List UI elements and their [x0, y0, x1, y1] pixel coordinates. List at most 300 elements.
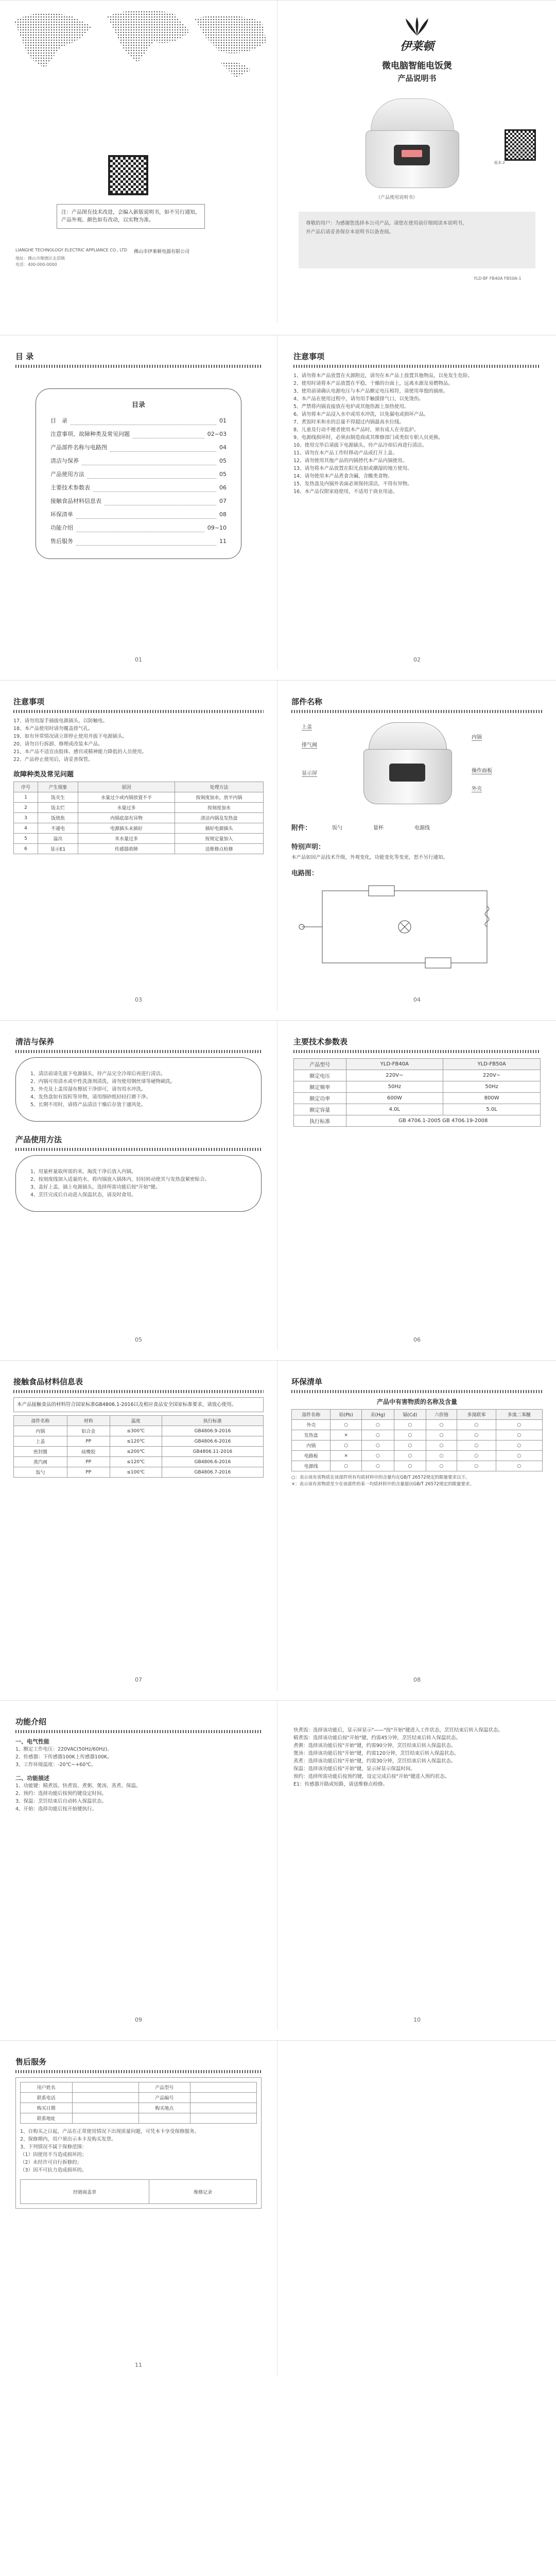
service-term: 3、下列情况不属于保修范围：	[20, 2144, 87, 2150]
food-divider	[13, 1390, 264, 1393]
fault-col-header: 处理方法	[175, 782, 263, 792]
spread-clean	[0, 1020, 556, 1350]
toc-item-page: 09~10	[207, 524, 227, 531]
env-cell: ○	[426, 1461, 457, 1471]
env-cell: ○	[496, 1430, 542, 1440]
spec-col-header: 产品型号	[294, 1059, 346, 1070]
env-col-header: 六价铬	[426, 1410, 457, 1420]
fault-cell: 4	[14, 823, 38, 834]
toc-item-page: 08	[219, 511, 227, 518]
accessories-heading: 附件：	[291, 824, 312, 832]
food-cell: ≤120℃	[110, 1457, 162, 1467]
toc-item-page: 05	[219, 457, 227, 464]
env-part: 发热盘	[292, 1430, 331, 1440]
brand-logo	[402, 16, 432, 37]
toc-item	[50, 454, 227, 468]
clean-frame	[15, 1057, 262, 1122]
clean-heading: 清洁与保养	[15, 1037, 55, 1046]
notice-line: 4、本产品在使用过程中，请勿用手触摸排气口，以免烫伤。	[293, 396, 424, 402]
notice-line: 13、请勿将本产品放置在阳光直射或潮湿的地方使用。	[293, 466, 412, 471]
toc-item-page: 04	[219, 444, 227, 451]
env-divider	[291, 1390, 543, 1393]
food-intro: 本产品接触食品的材料符合国家标准GB4806.1-2016以及相应食品安全国家标准要求，请放心使用。	[13, 1397, 264, 1412]
cover-back	[0, 1, 277, 323]
spec-col-header: YLD-FB40A	[346, 1059, 443, 1070]
toc-item-label: 功能介绍	[50, 524, 73, 531]
func2-line: 煮粥：选择该功能后按"开始"键，约需90分钟，烹饪结束后转入保温状态。	[293, 1743, 456, 1749]
func2-line: E1：传感器开路或短路，请送维修点检修。	[293, 1782, 388, 1787]
service-term: （2）未经许可自行拆修的；	[20, 2160, 82, 2165]
spec-key: 额定频率	[294, 1081, 346, 1093]
service-term: 1、自购买之日起，产品在正常使用情况下出现质量问题，可凭本卡享受保修服务。	[20, 2129, 200, 2134]
toc-item-label: 主要技术参数表	[50, 484, 90, 491]
notice-line: 8、儿童及行动不便者使用本产品时，须有成人在旁监护。	[293, 427, 419, 433]
notice-line: 3、使用前请确认电源电压与本产品额定电压相符，请使用单独的插座。	[293, 388, 448, 394]
env-col-header: 多溴联苯	[457, 1410, 496, 1420]
service-field-label	[138, 2113, 190, 2124]
food-cell: ≤100℃	[110, 1467, 162, 1478]
toc-item-leader	[82, 457, 216, 465]
notice-line: 1、请勿将本产品放置在火源附近，请勿在本产品上放置其他物品，以免发生危险。	[293, 373, 473, 379]
env-table-title: 产品中有害物质的名称及含量	[376, 1398, 457, 1405]
func-line: 2、传感器：下传感器100K上传感器100K。	[15, 1754, 112, 1760]
toc-title: 目录	[131, 401, 145, 409]
notice-line: 16、本产品仅限家庭使用，不适用于商业用途。	[293, 489, 398, 495]
part-label: 内锅	[472, 733, 482, 741]
toc-item	[50, 468, 227, 481]
toc-item	[50, 495, 227, 508]
cover-back-text-2: 并产品后请妥善保存本说明书以备查阅。	[306, 229, 394, 235]
food-table	[13, 1415, 264, 1478]
env-page	[278, 1361, 556, 1690]
service-field-value	[190, 2113, 257, 2124]
notice-line: 12、请勿使用其他产品的内锅替代本产品内锅使用。	[293, 458, 408, 464]
notice-line: 10、使用完毕后请拔下电源插头，待产品冷却后再进行清洁。	[293, 443, 427, 448]
toc-item-leader	[93, 484, 216, 492]
toc-item	[50, 481, 227, 495]
spread-food	[0, 1360, 556, 1690]
cover-title: 微电脑智能电饭煲	[382, 61, 452, 71]
food-row	[14, 1457, 264, 1467]
notice-line: 14、请勿使用本产品煮食含碱、含酸类食物。	[293, 473, 393, 479]
notice2-line: 22、产品停止使用后，请妥善保管。	[13, 757, 93, 762]
cover-model-code: YLD-BF FB40A FB50A-1	[474, 276, 522, 281]
env-cell: ○	[457, 1461, 496, 1471]
env-cell: ○	[426, 1440, 457, 1451]
food-cell: GB4806.7-2016	[162, 1467, 263, 1478]
food-row	[14, 1426, 264, 1436]
spread-parts	[0, 680, 556, 1010]
cover-code: 版本:2	[494, 161, 505, 165]
spec-key: 额定电压	[294, 1070, 346, 1081]
service-field-value	[72, 2103, 138, 2113]
page-number: 05	[135, 1336, 142, 1343]
fault-table	[13, 782, 264, 854]
toc-item-page: 05	[219, 471, 227, 478]
fault-cell: 显示E1	[38, 844, 78, 854]
accessories-row	[291, 822, 543, 832]
cover-subtitle: 产品说明书	[397, 74, 437, 83]
func-line: 3、工作环境温度：-20℃~+60℃。	[15, 1762, 96, 1768]
func2-line: 蒸煮：选择该功能后按"开始"键，约需30分钟，烹饪结束后转入保温状态。	[293, 1758, 456, 1764]
toc-item-label: 注意事项、故障种类及常见问题	[50, 431, 130, 437]
spec-row	[294, 1104, 541, 1115]
parts-heading: 部件名称	[291, 697, 323, 706]
env-note-2: ×：表示该有害物质至少在该部件的某一均质材料中的含量超出GB/T 26572规定的限量要求。	[291, 1482, 474, 1487]
cover-address	[15, 256, 65, 268]
env-col-header: 铅(Pb)	[331, 1410, 362, 1420]
env-cell: ○	[457, 1430, 496, 1440]
toc-item-page: 07	[219, 498, 227, 504]
spec-row	[294, 1115, 541, 1127]
env-cell: ○	[496, 1440, 542, 1451]
fault-cell: 内锅底部有异物	[78, 813, 175, 823]
notice2-heading: 注意事项	[13, 697, 45, 706]
service-field-value	[190, 2093, 257, 2103]
env-part: 电源线	[292, 1461, 331, 1471]
func-line: 1、功能键：精煮饭、快煮饭、煮粥、煲汤、蒸煮、保温。	[15, 1783, 141, 1789]
fault-row	[14, 792, 264, 803]
func2-page	[278, 1701, 556, 2030]
food-col-header: 温度	[110, 1416, 162, 1426]
notice-divider	[293, 365, 541, 368]
parts-divider	[291, 710, 543, 713]
fault-col-header: 序号	[14, 782, 38, 792]
notice-line: 7、煮饭时米和水的总量不得超过内锅最高水位线。	[293, 419, 405, 425]
service-field-label: 产品型号	[138, 2082, 190, 2093]
fault-row	[14, 803, 264, 813]
page-number: 10	[413, 2016, 421, 2023]
notice2-divider	[13, 710, 264, 713]
cover-company-en: LIANGHE TECHNOLOGY ELECTRIC APPLIANCE CO., LTD	[15, 248, 127, 252]
toc-item-label: 产品部件名称与电路图	[50, 444, 107, 451]
env-cell: ○	[496, 1461, 542, 1471]
food-cell: 上盖	[14, 1436, 67, 1447]
fault-cell: 按规定量加入	[175, 834, 263, 844]
fault-cell: 水量过多	[78, 803, 175, 813]
func2-line: 快煮饭：选择该功能后，显示屏显示"——"按"开始"键进入工作状态，烹饪结束后转入保温状态。	[293, 1727, 503, 1733]
dealer-stamp-cell: 经销商盖章	[21, 2180, 149, 2204]
toc-item-page: 02~03	[207, 431, 227, 437]
food-row	[14, 1467, 264, 1478]
fault-cell: 米水量过多	[78, 834, 175, 844]
spec-value: 600W	[346, 1093, 443, 1104]
toc-item	[50, 535, 227, 548]
special-text: 本产品如因产品技术升级，外观变化，功能变化等变更，恕不另行通知。	[291, 855, 448, 860]
env-cell: ○	[496, 1451, 542, 1461]
food-cell: GB4806.9-2016	[162, 1426, 263, 1436]
service-field-label: 购买地点	[138, 2103, 190, 2113]
env-col-header: 镉(Cd)	[394, 1410, 426, 1420]
toc-item-page: 06	[219, 484, 227, 491]
fault-cell: 3	[14, 813, 38, 823]
clean-line: 4、发热盘如有饭粒等异物，请用细砂纸轻轻打磨干净。	[30, 1094, 151, 1100]
fault-row	[14, 813, 264, 823]
toc-item-label: 售后服务	[50, 538, 73, 545]
part-label: 外壳	[472, 784, 482, 792]
notice-list	[293, 372, 541, 496]
cover-back-text-1: 尊敬的用户：为感谢您选择本公司产品，请您在使用前仔细阅读本说明书，	[306, 221, 467, 226]
env-cell: ○	[394, 1461, 426, 1471]
spec-value: 220V~	[443, 1070, 541, 1081]
spec-value: 50Hz	[346, 1081, 443, 1093]
food-cell: ≤200℃	[110, 1447, 162, 1457]
service-footer-table	[20, 2179, 257, 2204]
env-cell: ○	[496, 1420, 542, 1430]
use-line: 2、按刻度线加入适量的水，将内锅放入锅体内，轻轻转动使其与发热盘紧密贴合。	[30, 1177, 210, 1182]
func2-line: 精煮饭：选择该功能后按"开始"键，约需45分钟，烹饪结束后转入保温状态。	[293, 1735, 461, 1741]
env-cell: ○	[457, 1420, 496, 1430]
fault-col-header: 产生现象	[38, 782, 78, 792]
parts-page	[278, 681, 556, 1010]
toc-item-leader	[88, 471, 216, 479]
toc-item-label: 接触食品材料信息表	[50, 498, 101, 504]
food-cell: ≤120℃	[110, 1436, 162, 1447]
service-field-label: 联系电话	[21, 2093, 73, 2103]
spec-col-header: YLD-FB50A	[443, 1059, 541, 1070]
repair-record-cell: 维修记录	[149, 2180, 257, 2204]
env-note-1: ○：表示该有害物质在该部件所有均质材料中的含量均在GB/T 26572规定的限量要求以下。	[291, 1475, 470, 1480]
func-sub2: 二、功能描述	[15, 1775, 49, 1782]
accessory-item: 饭勺	[332, 825, 343, 831]
func2-line: 煲汤：选择该功能后按"开始"键，约需120分钟，烹饪结束后转入保温状态。	[293, 1751, 459, 1756]
page-number: 07	[135, 1676, 142, 1683]
toc-item	[50, 414, 227, 428]
toc-divider	[15, 365, 262, 368]
cover-qr-code	[108, 155, 148, 195]
fault-col-header: 原因	[78, 782, 175, 792]
food-col-header: 部件名称	[14, 1416, 67, 1426]
env-cell: ○	[457, 1440, 496, 1451]
cover-phone-line: 电话：400-000-0000	[15, 262, 57, 267]
cover-address-line: 地址：佛山市顺德区北滘镇	[15, 256, 65, 261]
notice2-line: 18、本产品使用时请勿覆盖排气孔。	[13, 726, 93, 732]
rice-cooker-image	[366, 98, 458, 189]
cover-right-qr	[505, 129, 536, 161]
clean-line: 5、长期不用时，请将产品清洁干燥后存放于通风处。	[30, 1102, 146, 1108]
func-list-1	[15, 1745, 262, 1769]
spread-cover	[0, 0, 556, 323]
service-divider	[15, 2070, 262, 2073]
food-row	[14, 1447, 264, 1457]
env-cell: ○	[394, 1430, 426, 1440]
service-field-value	[190, 2082, 257, 2093]
env-cell: ○	[426, 1430, 457, 1440]
env-cell: ○	[457, 1451, 496, 1461]
service-field-row	[21, 2082, 257, 2093]
clean-page	[0, 1021, 277, 1350]
spec-value: 800W	[443, 1093, 541, 1104]
fault-row	[14, 823, 264, 834]
use-heading: 产品使用方法	[15, 1135, 62, 1144]
use-line: 1、用量杯量取所需的米，淘洗干净后放入内锅。	[30, 1169, 136, 1175]
env-table	[291, 1409, 543, 1471]
service-terms	[20, 2128, 257, 2174]
notice2-line: 20、请勿自行拆卸、修理或改装本产品。	[13, 741, 103, 747]
part-label: 操作面板	[472, 766, 492, 774]
toc-item-page: 01	[219, 417, 227, 424]
food-row	[14, 1436, 264, 1447]
toc-item-leader	[105, 498, 216, 505]
toc-item-label: 清洁与保养	[50, 457, 79, 464]
food-page	[0, 1361, 277, 1690]
toc-list	[50, 414, 227, 548]
food-cell: GB4806.11-2016	[162, 1447, 263, 1457]
fault-cell: 2	[14, 803, 38, 813]
func-divider	[15, 1730, 262, 1733]
spec-value: 220V~	[346, 1070, 443, 1081]
env-heading: 环保清单	[291, 1377, 323, 1386]
service-field-row	[21, 2113, 257, 2124]
toc-item-leader	[110, 444, 216, 452]
spec-divider	[293, 1050, 541, 1053]
cover-note-box: 注：产品图有技术改进，会编入新版说明书，如不另行通知，产品外观、颜色如有改动，以实物为准。	[57, 204, 205, 229]
clean-line: 1、清洁前请先拔下电源插头，待产品完全冷却后再进行清洁。	[30, 1071, 166, 1077]
clean-divider	[15, 1050, 262, 1053]
env-cell: ○	[331, 1440, 362, 1451]
env-cell: ○	[426, 1451, 457, 1461]
food-col-header: 执行标准	[162, 1416, 263, 1426]
page-number: 01	[135, 656, 142, 663]
func-line: 2、预约：选择功能后按预约键设定时间。	[15, 1791, 107, 1797]
env-cell: ○	[361, 1451, 394, 1461]
cover-qr-caption: （产品使用说明书）	[376, 195, 418, 200]
service-heading: 售后服务	[15, 2057, 47, 2066]
env-part: 外壳	[292, 1420, 331, 1430]
toc-heading: 目 录	[15, 352, 34, 361]
env-cell: ○	[394, 1420, 426, 1430]
spec-row	[294, 1081, 541, 1093]
toc-item-leader	[133, 431, 204, 438]
spec-value: 4.0L	[346, 1104, 443, 1115]
part-label: 上盖	[302, 722, 312, 731]
fault-cell: 按刻度加水	[175, 803, 263, 813]
notice2-list	[13, 717, 264, 764]
page-number: 08	[413, 1676, 421, 1683]
service-field-label: 用户姓名	[21, 2082, 73, 2093]
service-page	[0, 2041, 277, 2376]
env-row	[292, 1461, 543, 1471]
service-card	[15, 2077, 262, 2209]
use-line: 3、盖好上盖，插上电源插头，选择所需功能后按"开始"键。	[30, 1184, 161, 1190]
spec-row	[294, 1093, 541, 1104]
spec-table	[293, 1058, 541, 1127]
food-cell: 饭勺	[14, 1467, 67, 1478]
notice-line: 11、请勿在本产品工作时移动产品或打开上盖。	[293, 450, 398, 456]
accessory-item: 量杯	[373, 825, 384, 831]
spec-value: GB 4706.1-2005 GB 4706.19-2008	[346, 1115, 541, 1127]
env-col-header: 多溴二苯醚	[496, 1410, 542, 1420]
food-heading: 接触食品材料信息表	[13, 1377, 83, 1386]
food-cell: 内锅	[14, 1426, 67, 1436]
toc-item-leader	[76, 511, 216, 519]
fault-cell: 饭夹生	[38, 792, 78, 803]
service-field-label: 购买日期	[21, 2103, 73, 2113]
food-col-header: 材料	[67, 1416, 110, 1426]
service-term: （1）因使用不当造成损坏的；	[20, 2152, 87, 2158]
cover-bottom-band	[299, 212, 535, 268]
env-cell: ○	[394, 1451, 426, 1461]
accessory-item: 电源线	[414, 825, 430, 831]
food-cell: ≤300℃	[110, 1426, 162, 1436]
cover-company-cn: 佛山市伊莱顿电器有限公司	[134, 249, 190, 255]
notice-line: 2、使用时请将本产品放置在平稳、干燥的台面上，远离水源及易燃物品。	[293, 381, 454, 386]
notice-page	[278, 335, 556, 670]
toc-frame	[36, 388, 241, 559]
env-cell: ○	[331, 1461, 362, 1471]
env-cell: ○	[361, 1440, 394, 1451]
service-term: 2、保修期内，用户须出示本卡及购买发票。	[20, 2137, 116, 2142]
page-number: 06	[413, 1336, 421, 1343]
func2-line: 预约：选择所需功能后按预约键，设定完成后按"开始"键进入预约状态。	[293, 1774, 450, 1780]
food-cell: 密封圈	[14, 1447, 67, 1457]
fault-cell: 插好电源插头	[175, 823, 263, 834]
food-cell: GB4806.6-2016	[162, 1436, 263, 1447]
page-number: 11	[135, 2362, 142, 2368]
notice2-line: 17、请勿用湿手插拔电源插头，以防触电。	[13, 718, 108, 724]
fault-cell: 6	[14, 844, 38, 854]
fault-cell: 1	[14, 792, 38, 803]
fault-cell: 传感器故障	[78, 844, 175, 854]
spread-toc	[0, 335, 556, 670]
func-sub1: 一、电气性能	[15, 1738, 49, 1745]
toc-item-page: 11	[219, 538, 227, 545]
service-field-value	[72, 2093, 138, 2103]
part-label: 排气阀	[302, 740, 317, 749]
env-row	[292, 1430, 543, 1440]
page-number: 03	[135, 996, 142, 1003]
circuit-heading: 电路图：	[291, 870, 319, 877]
toc-item	[50, 441, 227, 454]
toc-item-label: 产品使用方法	[50, 471, 84, 478]
spec-page	[278, 1021, 556, 1350]
env-cell: ○	[361, 1461, 394, 1471]
env-row	[292, 1420, 543, 1430]
food-cell: 蒸汽阀	[14, 1457, 67, 1467]
func-heading: 功能介绍	[15, 1717, 47, 1726]
spec-heading: 主要技术参数表	[293, 1037, 348, 1046]
toc-item-label: 目 录	[50, 417, 67, 424]
fault-cell: 溢出	[38, 834, 78, 844]
fault-cell: 饭烧焦	[38, 813, 78, 823]
env-cell: ○	[426, 1420, 457, 1430]
service-field-value	[72, 2113, 138, 2124]
env-cell: ○	[361, 1430, 394, 1440]
food-cell: PP	[67, 1457, 110, 1467]
func-line: 3、保温：烹饪结束后自动转入保温状态。	[15, 1799, 107, 1804]
spec-value: 5.0L	[443, 1104, 541, 1115]
notice2-line: 19、如有异常情况请立即停止使用并拔下电源插头。	[13, 734, 128, 739]
env-row	[292, 1451, 543, 1461]
env-cell: ○	[331, 1420, 362, 1430]
env-col-header: 汞(Hg)	[361, 1410, 394, 1420]
service-field-label: 联系地址	[21, 2113, 73, 2124]
notice-line: 6、请勿将本产品浸入水中或用水冲洗，以免漏电或损坏产品。	[293, 412, 429, 417]
toc-item	[50, 521, 227, 535]
fault-cell: 电源插头未插好	[78, 823, 175, 834]
env-cell: ×	[331, 1451, 362, 1461]
circuit-diagram	[291, 880, 528, 978]
spread-service	[0, 2040, 556, 2576]
toc-item-label: 环保清单	[50, 511, 73, 518]
service-field-value	[190, 2103, 257, 2113]
use-frame	[15, 1155, 262, 1212]
func2-list	[293, 1726, 541, 1788]
food-cell: PP	[67, 1436, 110, 1447]
env-cell: ○	[361, 1420, 394, 1430]
page-number: 02	[413, 656, 421, 663]
part-label: 显示屏	[302, 769, 317, 777]
